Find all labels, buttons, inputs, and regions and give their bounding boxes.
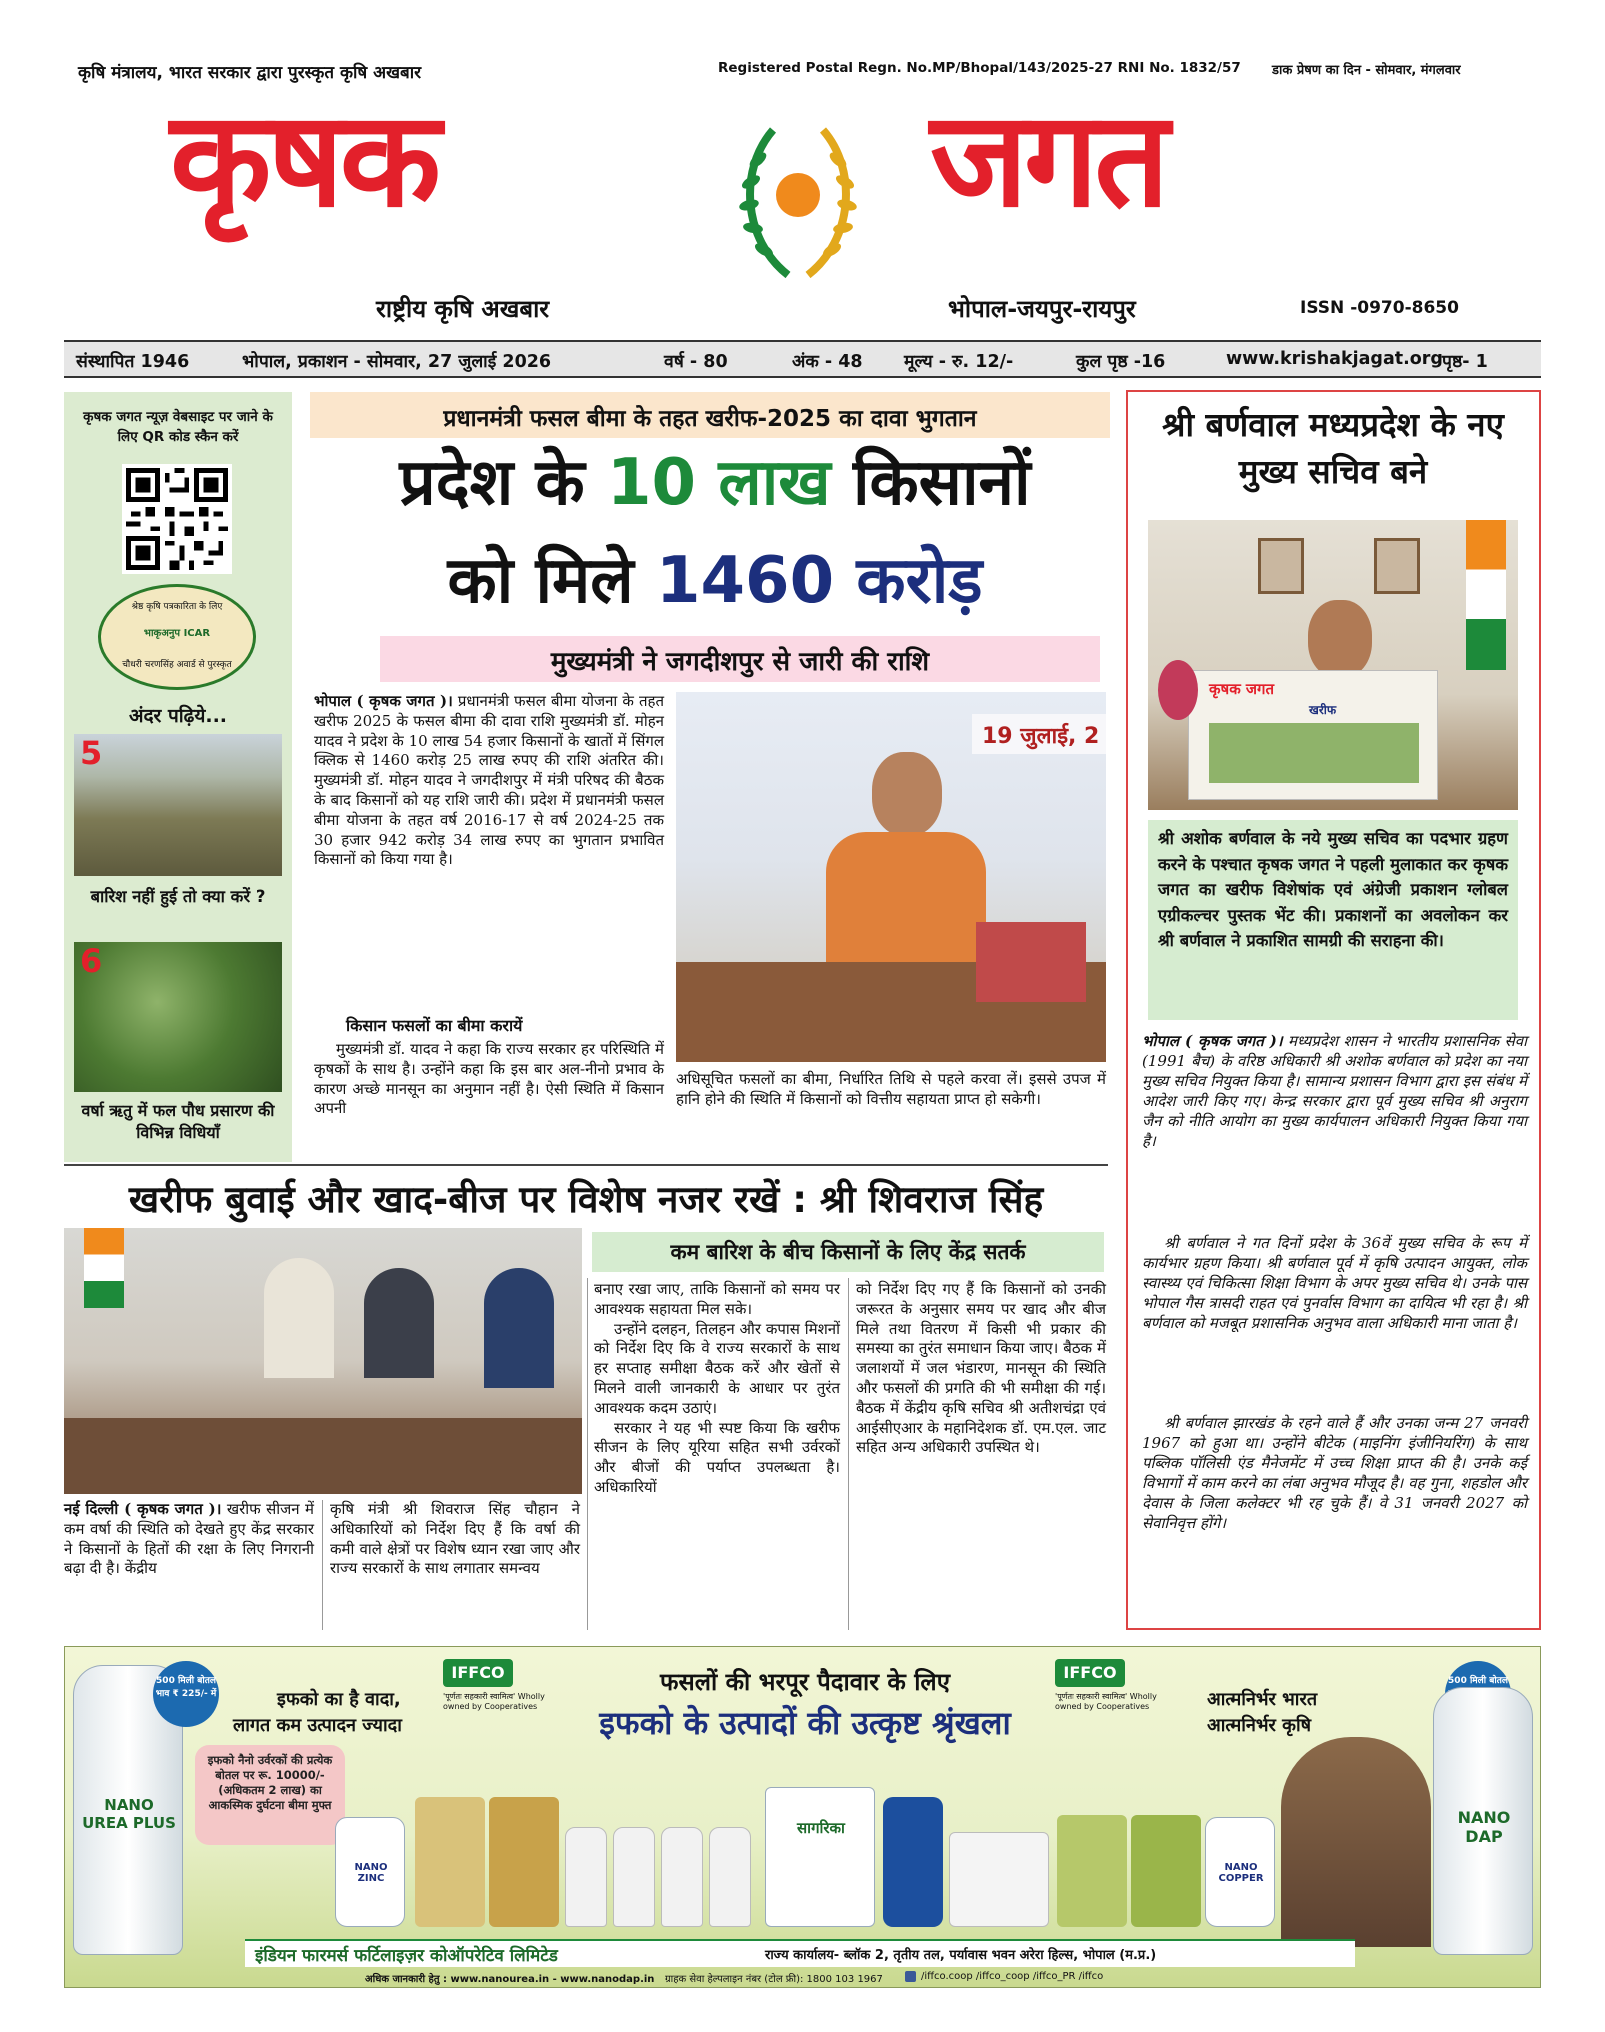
page-number: पृष्ठ- 1	[1442, 352, 1488, 372]
meeting-person-1	[264, 1258, 334, 1378]
right-body-3: श्री बर्णवाल झारखंड के रहने वाले हैं और उनका जन्म 27 जनवरी 1967 को हुआ था। उन्होंने बीटेक (माइनिंग इंजीनियरिंग) के साथ पब्लिक पॉलिसी एंड मैनेजमेंट में उच्च शिक्षा प्राप्त की है। उनके कई विभागों में काम करने का लंबा अनुभव मौजूद है। वह गुना, शहडोल और देवास के जिला कलेक्टर भी रह चुके हैं। वे 31 जनवरी 2027 को सेवानिवृत्त होंगे।	[1142, 1414, 1527, 1532]
product-bag-3	[1057, 1815, 1127, 1927]
product-bottle-2	[613, 1827, 655, 1927]
lead-body-3: अधिसूचित फसलों का बीमा, निर्धारित तिथि से पहले करवा लें। इससे उपज में हानि होने की स्थिति में किसानों को वित्तीय सहायता प्राप्त हो सकेगी।	[676, 1070, 1106, 1108]
product-bottle-3	[661, 1827, 703, 1927]
flowers	[1158, 660, 1198, 720]
person-body	[826, 832, 986, 972]
tagline: राष्ट्रीय कृषि अखबार	[376, 295, 550, 323]
right-story-box	[1126, 390, 1541, 1630]
social-handles[interactable]: /iffco.coop /iffco_coop /iffco_PR /iffco	[921, 1971, 1104, 1982]
award-bottom: चौधरी चरणसिंह अवार्ड से पुरस्कृत	[122, 660, 232, 670]
inside-caption-2: वर्षा ऋतु में फल पौध प्रसारण की विभिन्न विधियाँ	[81, 1101, 275, 1142]
nano-zinc-label: NANO ZINC	[354, 1862, 388, 1884]
second-col-4: को निर्देश दिए गए हैं कि किसानों को उनकी जरूरत के अनुसार समय पर खाद और बीज मिले तथा वितरण में किसी भी प्रकार की समस्या का तुरंत समाधान किया जाए। बैठक में जलाशयों में जल भंडारण, मानसून की स्थिति और फसलों की प्रगति की भी समीक्षा की गई। बैठक में केंद्रीय कृषि सचिव श्री अतीशचंद्रा एवं आईसीएआर के महानिदेशक डॉ. एम.एल. जाट सहित अन्य अधिकारी उपस्थित थे।	[856, 1280, 1106, 1457]
lead-h2-b: 1460 करोड़	[655, 544, 983, 618]
lead-subhead: मुख्यमंत्री ने जगदीशपुर से जारी की राशि	[380, 636, 1100, 682]
price-badge-right: 500 मिली बोतल	[1445, 1661, 1511, 1727]
sagarika-bag	[765, 1787, 875, 1927]
year: वर्ष - 80	[664, 352, 728, 372]
qr-code[interactable]	[122, 464, 232, 574]
lead-dateline: भोपाल ( कृषक जगत )।	[314, 692, 453, 710]
nano-copper-label: NANO COPPER	[1218, 1862, 1264, 1884]
award-ring-text: श्रेष्ठ कृषि पत्रकारिता के लिए	[131, 602, 223, 612]
nano-urea-label: NANO UREA PLUS	[82, 1796, 176, 1832]
divider	[64, 1164, 1108, 1166]
lead-subhead-2: किसान फसलों का बीमा करायें	[346, 1016, 523, 1035]
second-subhead: कम बारिश के बीच किसानों के लिए केंद्र सतर्क	[592, 1232, 1104, 1272]
lead-headline-1	[300, 446, 1130, 522]
left-slogan-1: इफको का है वादा,	[277, 1689, 401, 1710]
newspaper	[1188, 670, 1438, 800]
inside-item-2[interactable]	[74, 942, 282, 1152]
lead-body-col1	[314, 692, 664, 870]
col-rule	[587, 1278, 588, 1630]
product-bottle-1	[565, 1827, 607, 1927]
left-slogan-2: लागत कम उत्पादन ज्यादा	[233, 1715, 402, 1736]
left-sidebar	[64, 392, 292, 1162]
logo-emblem	[718, 100, 878, 285]
company-name: इंडियन फारमर्स फर्टिलाइज़र कोऑपरेटिव लिमिटेड	[255, 1946, 558, 1966]
price-badge-left: 500 मिली बोतल भाव ₹ 225/- में	[153, 1661, 219, 1727]
lead-headline-2	[300, 544, 1130, 620]
founded: संस्थापित 1946	[76, 352, 190, 372]
right-slogan-1: आत्मनिर्भर भारत	[1207, 1689, 1318, 1710]
second-col-3	[594, 1280, 840, 1498]
files	[976, 922, 1086, 1002]
second-dateline: नई दिल्ली ( कृषक जगत )।	[64, 1500, 222, 1518]
sagarika-label: सागरिका	[797, 1819, 845, 1837]
lead-kicker: प्रधानमंत्री फसल बीमा के तहत खरीफ-2025 का दावा भुगतान	[310, 392, 1110, 438]
editions: भोपाल-जयपुर-रायपुर	[948, 295, 1136, 323]
lead-h1-a: प्रदेश के	[399, 446, 607, 520]
man-head	[1308, 600, 1372, 678]
second-photo	[64, 1228, 582, 1494]
helpline: ग्राहक सेवा हेल्पलाइन नंबर (टोल फ्री): 1800 103 1967	[665, 1974, 883, 1985]
insurance-note: इफको नैनो उर्वरकों की प्रत्येक बोतल पर रू. 10000/- (अधिकतम 2 लाख) का आकस्मिक दुर्घटना बीमा मुफ्त	[195, 1745, 345, 1845]
second-col-1	[64, 1500, 314, 1579]
flag	[1466, 520, 1506, 670]
right-photo	[1148, 520, 1518, 810]
right-slogan-2: आत्मनिर्भर कृषि	[1207, 1715, 1312, 1736]
meeting-person-3	[484, 1268, 554, 1388]
second-col-3a: बनाए रखा जाए, ताकि किसानों को समय पर आवश्यक सहायता मिल सके।	[594, 1280, 840, 1318]
lead-h2-a: को मिले	[447, 544, 656, 618]
award-badge	[98, 584, 256, 690]
second-col-3b: उन्होंने दलहन, तिलहन और कपास मिशनों को निर्देश दिए कि वे राज्य सरकारों के साथ हर सप्ताह समीक्षा बैठक करें और खेतों से मिलने वाली जानकारी के आधार पर तुरंत आवश्यक कदम उठाएं।	[594, 1319, 840, 1417]
inside-caption-1: बारिश नहीं हुई तो क्या करें ?	[90, 887, 266, 906]
product-bucket	[949, 1832, 1049, 1927]
inside-item-1[interactable]	[74, 734, 282, 914]
second-col-2: कृषि मंत्री श्री शिवराज सिंह चौहान ने अधिकारियों को निर्देश दिए हैं कि वर्षा की कमी वाले क्षेत्रों पर विशेष ध्यान रखा जाए और राज्य सरकारों के साथ लगातार समन्वय	[330, 1500, 580, 1578]
second-col-1-text: खरीफ सीजन में कम वर्षा की स्थिति को देखते हुए केंद्र सरकार ने किसानों के हितों की रक्षा के लिए निगरानी बढ़ा दी है। केंद्रीय	[64, 1500, 314, 1578]
product-bag-4	[1131, 1815, 1201, 1927]
issn: ISSN -0970-8650	[1300, 298, 1459, 318]
lead-body-2: मुख्यमंत्री डॉ. यादव ने कहा कि राज्य सरकार हर परिस्थिति में कृषकों के साथ है। उन्होंने कहा कि इस बार अल-नीनो प्रभाव के कारण अच्छे मानसून का अनुमान नहीं है। ऐसी स्थिति में किसान अपनी	[314, 1040, 664, 1118]
portrait-frame-1	[1258, 538, 1304, 594]
facebook-icon[interactable]	[905, 1971, 916, 1982]
award-icar: भाकृअनुप ICAR	[143, 628, 211, 639]
iffco-sub-left: 'पूर्णतः सहकारी स्वामित्व' Wholly owned by Cooperatives	[443, 1692, 545, 1711]
pub-info: भोपाल, प्रकाशन - सोमवार, 27 जुलाई 2026	[242, 352, 552, 372]
iffco-logo-right: IFFCO	[1055, 1659, 1125, 1687]
award-line: कृषि मंत्रालय, भारत सरकार द्वारा पुरस्कृत कृषि अखबार	[78, 63, 422, 83]
inside-photo-1	[74, 734, 282, 876]
meeting-table	[64, 1418, 582, 1494]
right-body-1	[1142, 1032, 1527, 1152]
second-headline: खरीफ बुवाई और खाद-बीज पर विशेष नजर रखें : श्री शिवराज सिंह	[128, 1178, 1044, 1221]
iffco-ad[interactable]	[64, 1646, 1541, 1988]
price: मूल्य - रु. 12/-	[904, 352, 1014, 372]
newspaper-name: कृषक जगत	[1209, 680, 1275, 698]
right-headline: श्री बर्णवाल मध्यप्रदेश के नए मुख्य सचिव बने	[1162, 405, 1504, 491]
ad-center-2: इफको के उत्पादों की उत्कृष्ट श्रृंखला	[599, 1704, 1011, 1742]
newspaper-photo	[1209, 723, 1419, 783]
logo-right: जगत	[930, 83, 1166, 237]
meeting-person-2	[364, 1268, 434, 1378]
qr-text: कृषक जगत न्यूज़ वेबसाइट पर जाने के लिए QR कोड स्कैन करें	[83, 409, 273, 445]
more-info[interactable]: अधिक जानकारी हेतु : www.nanourea.in - www.nanodap.in	[365, 1974, 655, 1985]
lead-h1-c: किसानों	[830, 446, 1031, 520]
second-col-3c: सरकार ने यह भी स्पष्ट किया कि खरीफ सीजन के लिए यूरिया सहित सभी उर्वरकों और बीजों की पर्याप्त उपलब्धता है। अधिकारियों	[594, 1418, 840, 1496]
nano-copper-bottle	[1205, 1817, 1275, 1927]
nano-zinc-bottle	[335, 1817, 405, 1927]
issue: अंक - 48	[792, 352, 863, 372]
lead-photo	[676, 692, 1106, 1062]
right-body-1-text: मध्यप्रदेश शासन ने भारतीय प्रशासनिक सेवा (1991 बैच) के वरिष्ठ अधिकारी श्री अशोक बर्णवाल को प्रदेश का नया मुख्य सचिव नियुक्त किया है। सामान्य प्रशासन विभाग द्वारा इस संबंध में आदेश जारी किए गए। केन्द्र सरकार द्वारा पूर्व मुख्य सचिव श्री अनुराग जैन को नीति आयोग का मुख्य कार्यपालन अधिकारी नियुक्त किया गया है।	[1142, 1032, 1527, 1150]
postal-regn: Registered Postal Regn. No.MP/Bhopal/143/2025-27 RNI No. 1832/57	[718, 60, 1241, 76]
website-link[interactable]: www.krishakjagat.org	[1226, 349, 1443, 369]
lead-body-1: प्रधानमंत्री फसल बीमा योजना के तहत खरीफ 2025 के फसल बीमा की दावा राशि मुख्यमंत्री डॉ. मोहन यादव ने प्रदेश के 10 लाख 54 हजार किसानों के खातों में सिंगल क्लिक से 1460 करोड़ 25 लाख रुपए की राशि अंतरित की। मुख्यमंत्री डॉ. मोहन यादव ने जगदीशपुर में मंत्री परिषद की बैठक के बाद किसानों को यह राशि जारी की। प्रदेश में प्रधानमंत्री फसल बीमा योजना के तहत वर्ष 2016-17 से वर्ष 2024-25 तक 30 हजार 942 करोड़ 34 लाख रुपए का भुगतान प्रभावित किसानों को किया गया है।	[314, 692, 665, 869]
person-head	[872, 752, 942, 836]
product-can	[883, 1797, 943, 1927]
contact-strip	[365, 1969, 1265, 1987]
inside-title: अंदर पढ़िये...	[128, 705, 228, 727]
right-body-2: श्री बर्णवाल ने गत दिनों प्रदेश के 36वें मुख्य सचिव के रूप में कार्यभार ग्रहण किया। श्री बर्णवाल पूर्व में कृषि उत्पादन आयुक्त, लोक स्वास्थ्य एवं चिकित्सा शिक्षा विभाग के अपर मुख्य सचिव थे। उनके पास भोपाल गैस त्रासदी राहत एवं पुनर्वास विभाग का दायित्व भी रहा है। श्री बर्णवाल को मजबूत प्रशासनिक अनुभव वाला अधिकारी माना जाता है।	[1142, 1234, 1527, 1332]
company-strip	[245, 1939, 1355, 1967]
office-address: राज्य कार्यालय- ब्लॉक 2, तृतीय तल, पर्यावास भवन अरेरा हिल्स, भोपाल (म.प्र.)	[765, 1948, 1157, 1963]
portrait-frame-2	[1374, 538, 1420, 594]
newspaper-sub: खरीफ	[1309, 703, 1337, 717]
lead-h1-b: 10 लाख	[607, 446, 831, 520]
iffco-sub-right: 'पूर्णतः सहकारी स्वामित्व' Wholly owned by Cooperatives	[1055, 1692, 1157, 1711]
col-rule	[322, 1500, 323, 1630]
inside-photo-2	[74, 942, 282, 1092]
product-bag-2	[489, 1797, 559, 1927]
logo-left: कृषक	[170, 83, 438, 237]
inside-page-2: 6	[80, 942, 103, 980]
ad-center-1: फसलों की भरपूर पैदावार के लिए	[660, 1668, 950, 1696]
col-rule	[848, 1278, 849, 1630]
right-caption: श्री अशोक बर्णवाल के नये मुख्य सचिव का पदभार ग्रहण करने के पश्चात कृषक जगत ने पहली मुलाकात कर कृषक जगत का खरीफ विशेषांक एवं अंग्रेजी प्रकाशन ग्लोबल एग्रीकल्चर पुस्तक भेंट की। प्रकाशनों का अवलोकन कर श्री बर्णवाल ने प्रकाशित सामग्री की सराहना की।	[1148, 820, 1518, 1020]
iffco-logo-left: IFFCO	[443, 1659, 513, 1687]
meeting-flag	[84, 1228, 124, 1308]
right-dateline: भोपाल ( कृषक जगत )।	[1142, 1032, 1283, 1050]
product-bottle-4	[709, 1827, 751, 1927]
total-pages: कुल पृष्ठ -16	[1076, 352, 1166, 372]
product-bag-1	[415, 1797, 485, 1927]
lead-photo-banner: 19 जुलाई, 2	[972, 714, 1106, 754]
farmer-image	[1281, 1737, 1431, 1947]
dispatch-days: डाक प्रेषण का दिन - सोमवार, मंगलवार	[1272, 63, 1461, 78]
inside-page-1: 5	[80, 734, 103, 772]
nano-dap-label: NANO DAP	[1457, 1808, 1511, 1846]
nano-dap-bottle	[1433, 1687, 1533, 1955]
info-bar	[64, 340, 1541, 378]
